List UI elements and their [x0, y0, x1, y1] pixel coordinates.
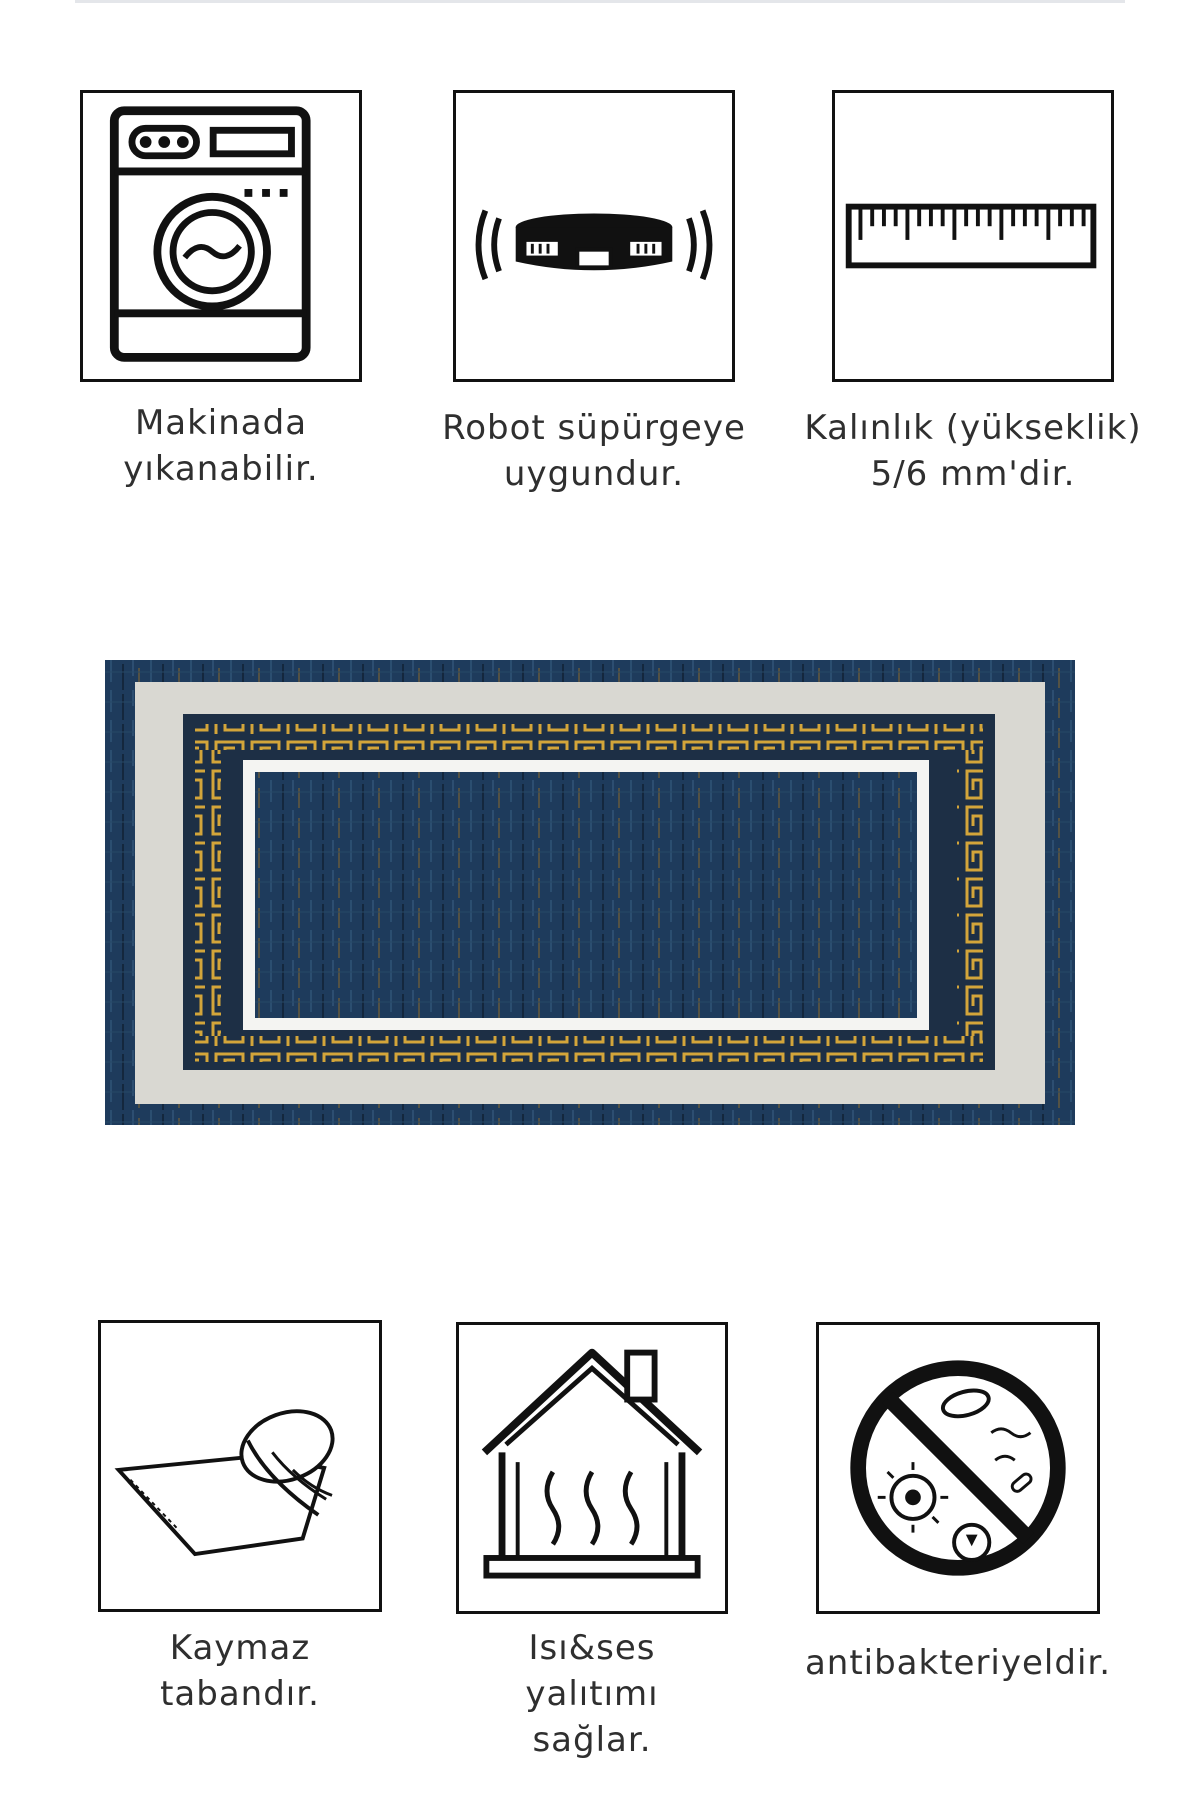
- caption-line: Isı&ses: [528, 1628, 656, 1668]
- caption-insulation: [456, 1625, 728, 1763]
- caption-line: Kalınlık (yükseklik): [804, 408, 1142, 448]
- caption-robot-vacuum: [423, 405, 765, 497]
- caption-line: sağlar.: [532, 1720, 652, 1760]
- caption-line: Makinada: [134, 403, 308, 443]
- caption-line: antibakteriyeldir.: [804, 1643, 1112, 1683]
- washing-machine-icon: [83, 93, 359, 379]
- caption-line: Kaymaz: [169, 1628, 311, 1668]
- caption-line: uygundur.: [503, 454, 685, 494]
- robot-vacuum-icon: [456, 93, 732, 379]
- rug-product-image: [105, 660, 1075, 1125]
- caption-thickness: [793, 405, 1153, 497]
- antibacterial-box: [816, 1322, 1100, 1614]
- caption-line: tabandır.: [160, 1674, 320, 1714]
- caption-line: yalıtımı: [525, 1674, 659, 1714]
- insulated-house-box: [456, 1322, 728, 1614]
- caption-antibacterial: [786, 1640, 1130, 1686]
- ruler-box: [832, 90, 1114, 382]
- washing-machine-box: [80, 90, 362, 382]
- insulated-house-icon: [459, 1325, 725, 1611]
- robot-vacuum-box: [453, 90, 735, 382]
- rolled-rug-icon: [101, 1323, 379, 1609]
- caption-non-slip: [98, 1625, 382, 1717]
- caption-line: Robot süpürgeye: [442, 408, 746, 448]
- caption-line: 5/6 mm'dir.: [870, 454, 1076, 494]
- rug-image: [105, 660, 1075, 1125]
- ruler-icon: [835, 93, 1111, 379]
- antibacterial-icon: [819, 1325, 1097, 1611]
- top-divider: [75, 0, 1125, 3]
- caption-machine-washable: [80, 400, 362, 492]
- caption-line: yıkanabilir.: [123, 449, 319, 489]
- rolled-rug-box: [98, 1320, 382, 1612]
